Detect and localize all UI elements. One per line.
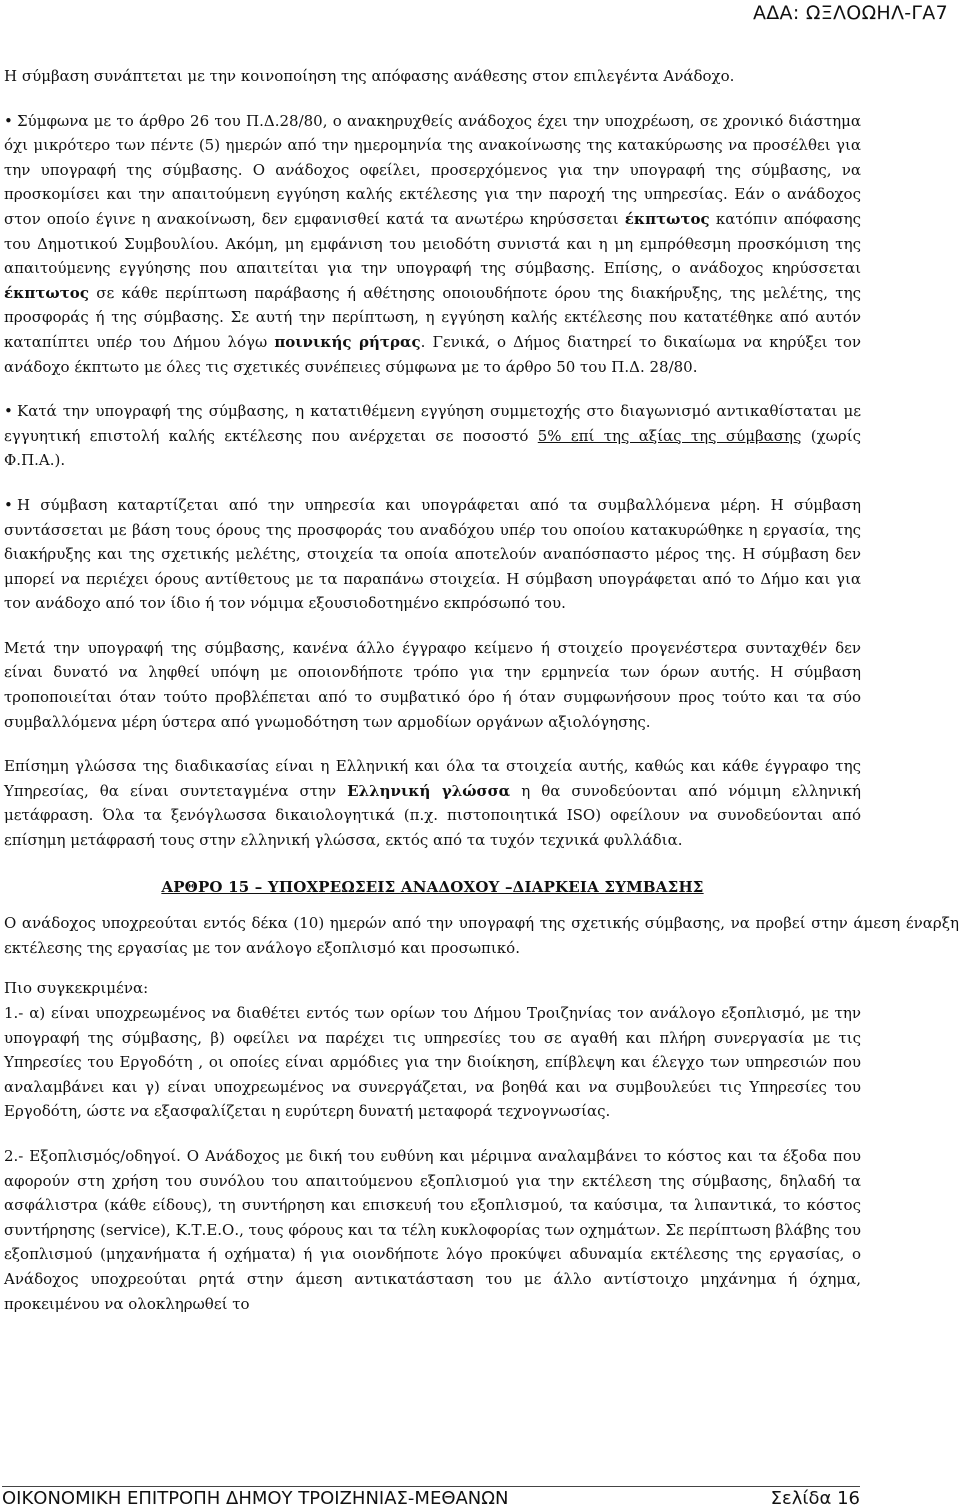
- ada-code: ΑΔΑ: ΩΞΛΟΩΗΛ-ΓΑ7: [752, 2, 948, 24]
- paragraph-language: [4, 754, 861, 852]
- list-item-2: 2.- Εξοπλισμός/οδηγοί. Ο Ανάδοχος με δική του ευθύνη και μέριμνα αναλαμβάνει το κόστος και τα έξοδα που αφορούν στη χρήση του συνόλου του απαιτούμενου εξοπλισμού για την εκτέλεση της σύμβασης, δηλαδή τα ασφάλιστρα (κάθε είδους), τη συντήρηση και επισκευή του εξοπλισμού, τα καύσιμα, τα λιπαντικά, το κόστος συντήρησης (service), Κ.Τ.Ε.Ο., τους φόρους και τα τέλη κυκλοφορίας των οχημάτων. Σε περίπτωση βλάβης του εξοπλισμού (μηχανήματα ή οχήματα) ή για οιονδήποτε λόγο προκύψει αδυναμία εκτέλεσης της εργασίας, ο Ανάδοχος υποχρεούται ρητά στην άμεση αντικατάσταση του με άλλο αντίστοιχο μηχάνημα ή όχημα, προκειμένου να ολοκληρωθεί το: [4, 1146, 861, 1313]
- bullet1-text-3: σε κάθε περίπτωση παράβασης ή αθέτησης οποιουδήποτε όρου της διακήρυξης, της μελέτης, της προσφοράς ή της σύμβασης. Σε αυτή την περίπτωση, η εγγύηση καλής εκτέλεσης που κατατέθηκε από αυτόν καταπίπτει υπέρ του Δήμου λόγω: [4, 283, 861, 351]
- lang-text-2: η θα συνοδεύονται από νόμιμη ελληνική μετάφραση. Όλα τα ξενόγλωσσα δικαιολογητικά (π.χ. πιστοποιητικά ISO) οφείλουν να συνοδεύονται από επίσημη μετάφρασή τους στην ελληνική γλώσσα, εκτός από τα τυχόν τεχνικά φυλλάδια.: [4, 781, 862, 850]
- bullet1-bold-3: ποινικής ρήτρας: [274, 332, 421, 351]
- footer-committee-name: ΟΙΚΟΝΟΜΙΚΗ ΕΠΙΤΡΟΠΗ ΔΗΜΟΥ ΤΡΟΙΖΗΝΙΑΣ-ΜΕΘΑΝΩΝ: [2, 1488, 509, 1509]
- intro-paragraph: Η σύμβαση συνάπτεται με την κοινοποίηση της απόφασης ανάθεσης στον επιλεγέντα Ανάδοχο.: [4, 67, 735, 85]
- article-heading: ΑΡΘΡΟ 15 – ΥΠΟΧΡΕΩΣΕΙΣ ΑΝΑΔΟΧΟΥ –ΔΙΑΡΚΕΙΑ ΣΥΜΒΑΣΗΣ: [161, 877, 704, 896]
- bullet2-text-2: (χωρίς Φ.Π.Α.).: [4, 426, 861, 470]
- bullet2-text-1: Κατά την υπογραφή της σύμβασης, η κατατιθέμενη εγγύηση συμμετοχής στο διαγωνισμό αντικαθίσταται με εγγυητική επιστολή καλής εκτέλεσης που ανέρχεται σε ποσοστό: [4, 402, 861, 445]
- lang-text-1: Επίσημη γλώσσα της διαδικασίας είναι η Ελληνική και όλα τα στοιχεία αυτής, καθώς και κάθε έγγραφο της Υπηρεσίας, θα είναι συντεταγμένα στην: [4, 757, 861, 800]
- bullet1-text-4: . Γενικά, ο Δήμος διατηρεί το δικαίωμα να κηρύξει τον ανάδοχο έκπτωτο με όλες τις σχετικές συνέπειες σύμφωνα με το άρθρο 50 του Π.Δ. 28/80.: [4, 332, 861, 376]
- page-footer: [2, 1486, 860, 1512]
- bullet1-bold-1: έκπτωτος: [624, 209, 710, 228]
- bullet1-text-1: Σύμφωνα με το άρθρο 26 του Π.Δ.28/80, ο ανακηρυχθείς ανάδοχος έχει την υποχρέωση, σε χρονικό διάστημα όχι μικρότερο των πέντε (5) ημερών από την ημερομηνία της ανακοίνωσης της κατακύρωσης να προσέλθει για την υπογραφή της σύμβασης. Ο ανάδοχος οφείλει, προσερχόμενος για την υπογραφή της σύμβασης, να προσκομίσει και την απαιτούμενη εγγύηση καλής εκτέλεσης για την παροχή της υπηρεσίας. Εάν ο ανάδοχος στον οποίο έγινε η ανακοίνωση, δεν εμφανισθεί κατά τα ανωτέρω κηρύσσεται: [4, 111, 861, 228]
- footer-page-number: Σελίδα 16: [770, 1488, 860, 1509]
- bullet-guarantee: [4, 399, 861, 473]
- paragraph-obligations: Ο ανάδοχος υποχρεούται εντός δέκα (10) ημερών από την υπογραφή της σχετικής σύμβασης, να προβεί στην άμεση έναρξη εκτέλεσης της εργασίας με τον ανάλογο εξοπλισμό και προσωπικό.: [4, 914, 959, 957]
- bullet1-text-2: κατόπιν απόφασης του Δημοτικού Συμβουλίου. Ακόμη, μη εμφάνιση του μειοδότη συνιστά και η μη εμπρόθεσμη προσκόμιση της απαιτούμενης εγγύησης που απαιτείται για την υπογραφή της σύμβασης. Επίσης, ο ανάδοχος κηρύσσεται: [4, 209, 862, 278]
- document-body: [4, 64, 959, 1316]
- lang-bold: Ελληνική γλώσσα: [347, 781, 511, 800]
- bullet1-bold-2: έκπτωτος: [4, 283, 89, 302]
- paragraph-specifically: Πιο συγκεκριμένα:: [4, 979, 149, 998]
- paragraph-after-signing: Μετά την υπογραφή της σύμβασης, κανένα άλλο έγγραφο κείμενο ή στοιχείο προγενέστερα συνταχθέν δεν είναι δυνατό να ληφθεί υπόψη με οποιονδήποτε τρόπο για την ερμηνεία των όρων αυτής. Η σύμβαση τροποποιείται όταν τούτο προβλέπεται από το συμβατικό όρο ή όταν συμφωνήσουν προς τούτο και τα σύο συμβαλλόμενα μέρη ύστερα από γνωμοδότηση των αρμοδίων οργάνων αξιολόγησης.: [4, 638, 861, 731]
- bullet2-underlined: 5% επί της αξίας της σύμβασης: [537, 426, 802, 445]
- list-item-1: 1.- α) είναι υποχρεωμένος να διαθέτει εντός των ορίων του Δήμου Τροιζηνίας τον ανάλογο εξοπλισμό, με την υπογραφή της σύμβασης, β) οφείλει να παρέχει τις υπηρεσίες του σε αγαθή και πλήρη συνεργασία με τις Υπηρεσίες του Εργοδότη , οι οποίες είναι αρμόδιες για την διοίκηση, επίβλεψη και έλεγχο των υπηρεσιών που αναλαμβάνει και γ) είναι υποχρεωμένος να συνεργάζεται, να βοηθά και να συμβουλεύει τις Υπηρεσίες του Εργοδότη, ώστε να εξασφαλίζεται η ευρύτερη δυνατή μεταφορά τεχνογνωσίας.: [4, 1004, 861, 1121]
- bullet-contract-drafting: • Η σύμβαση καταρτίζεται από την υπηρεσία και υπογράφεται από τα συμβαλλόμενα μέρη. Η σύμβαση συντάσσεται με βάση τους όρους της προσφοράς του αναδόχου υπέρ του οποίου κατακυρώθηκε η εργασία, της διακήρυξης και της σχετικής μελέτης, στοιχεία τα οποία αποτελούν αναπόσπαστο μέρος της. Η σύμβαση δεν μπορεί να περιέχει όρους αντίθετους με τα παραπάνω στοιχεία. Η σύμβαση υπογράφεται από το Δήμο και για τον ανάδοχο από τον ίδιο ή τον νόμιμα εξουσιοδοτημένο εκπρόσωπό του.: [4, 493, 861, 616]
- bullet-signing-deadline: [4, 109, 861, 380]
